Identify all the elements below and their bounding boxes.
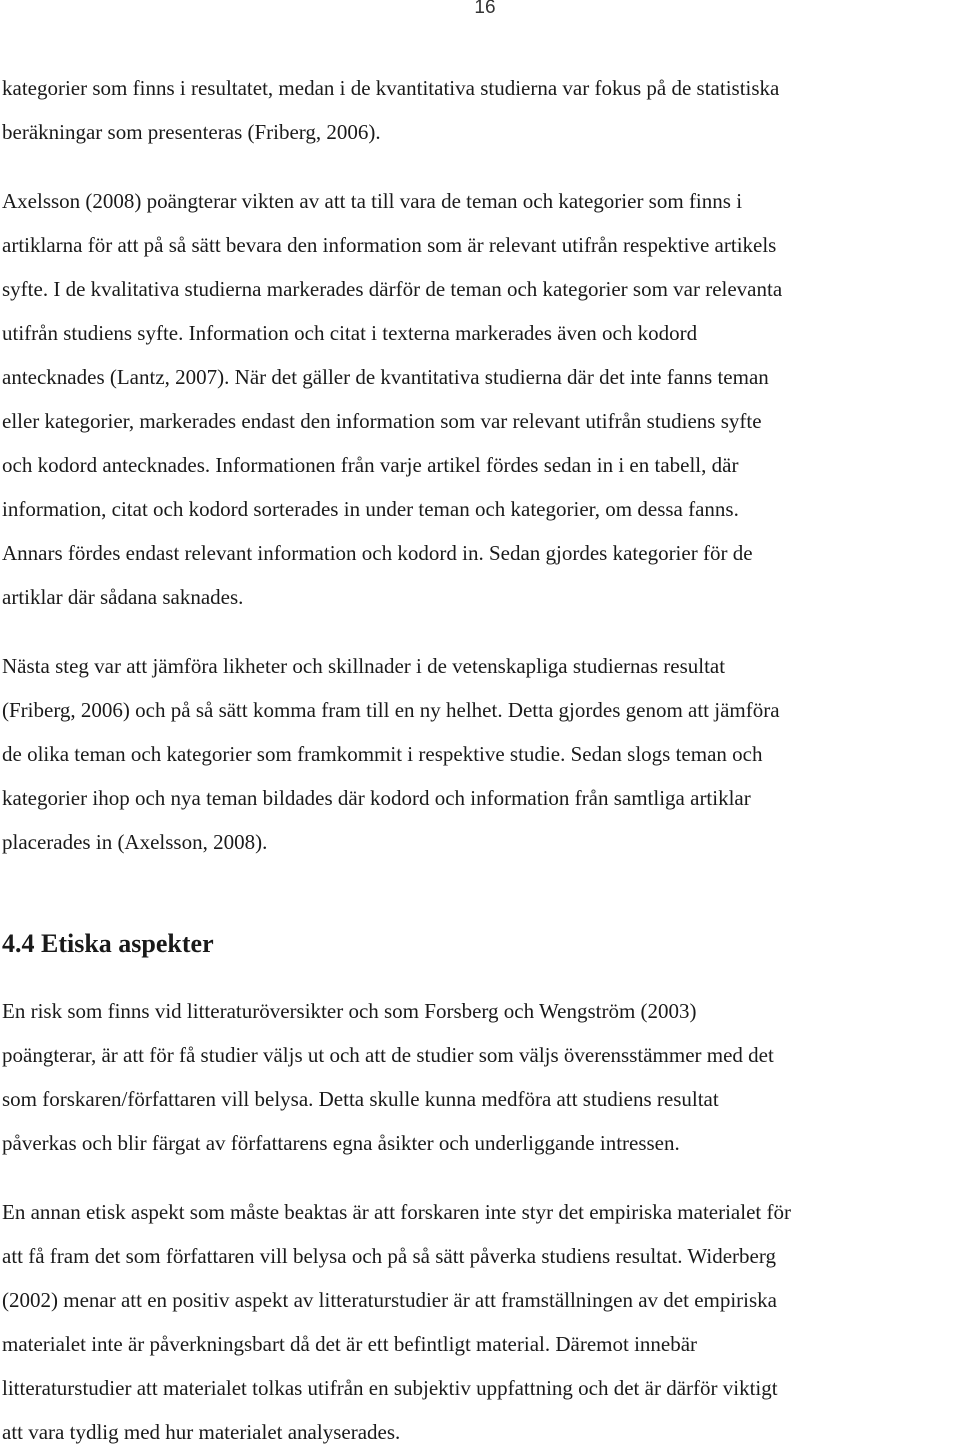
paragraph	[2, 179, 960, 619]
paragraph	[2, 66, 960, 154]
text-line: utifrån studiens syfte. Information och citat i texterna markerades även och kodord	[2, 321, 698, 345]
paragraph	[2, 1190, 960, 1454]
text-line: (Friberg, 2006) och på så sätt komma fram till en ny helhet. Detta gjordes genom att jämföra	[2, 698, 780, 722]
text-line: poängterar, är att för få studier väljs ut och att de studier som väljs överensstämmer med det	[2, 1043, 774, 1067]
text-line: information, citat och kodord sorterades in under teman och kategorier, om dessa fanns.	[2, 497, 739, 521]
paragraph	[2, 644, 960, 864]
text-line: att få fram det som författaren vill belysa och på så sätt påverka studiens resultat. Widerberg	[2, 1244, 776, 1268]
text-line: artiklar där sådana saknades.	[2, 585, 244, 609]
text-line: En annan etisk aspekt som måste beaktas är att forskaren inte styr det empiriska materialet för	[2, 1200, 791, 1224]
text-line: Annars fördes endast relevant information och kodord in. Sedan gjordes kategorier för de	[2, 541, 753, 565]
text-line: som forskaren/författaren vill belysa. Detta skulle kunna medföra att studiens resultat	[2, 1087, 719, 1111]
text-line: Nästa steg var att jämföra likheter och skillnader i de vetenskapliga studiernas resultat	[2, 654, 726, 678]
text-line: beräkningar som presenteras (Friberg, 2006).	[2, 120, 381, 144]
paragraph	[2, 989, 960, 1165]
text-line: (2002) menar att en positiv aspekt av litteraturstudier är att framställningen av det empiriska	[2, 1288, 778, 1312]
section-heading: 4.4 Etiska aspekter	[2, 929, 214, 958]
text-line: placerades in (Axelsson, 2008).	[2, 830, 268, 854]
page-number: 16	[474, 0, 496, 18]
text-line: artiklarna för att på så sätt bevara den information som är relevant utifrån respektive artikels	[2, 233, 777, 257]
text-line: de olika teman och kategorier som framkommit i respektive studie. Sedan slogs teman och	[2, 742, 763, 766]
text-line: antecknades (Lantz, 2007). När det gäller de kvantitativa studierna där det inte fanns teman	[2, 365, 769, 389]
text-line: syfte. I de kvalitativa studierna markerades därför de teman och kategorier som var relevanta	[2, 277, 783, 301]
text-line: Axelsson (2008) poängterar vikten av att ta till vara de teman och kategorier som finns i	[2, 189, 743, 213]
text-line: påverkas och blir färgat av författarens egna åsikter och underliggande intressen.	[2, 1131, 680, 1155]
text-line: En risk som finns vid litteraturöversikter och som Forsberg och Wengström (2003)	[2, 999, 697, 1023]
text-line: att vara tydlig med hur materialet analyserades.	[2, 1420, 401, 1444]
text-line: kategorier som finns i resultatet, medan i de kvantitativa studierna var fokus på de statistiska	[2, 76, 780, 100]
text-line: materialet inte är påverkningsbart då det är ett befintligt material. Däremot innebär	[2, 1332, 698, 1356]
text-line: och kodord antecknades. Informationen från varje artikel fördes sedan in i en tabell, där	[2, 453, 739, 477]
text-line: eller kategorier, markerades endast den information som var relevant utifrån studiens syfte	[2, 409, 762, 433]
text-line: kategorier ihop och nya teman bildades där kodord och information från samtliga artiklar	[2, 786, 751, 810]
document-body	[2, 66, 960, 1454]
text-line: litteraturstudier att materialet tolkas utifrån en subjektiv uppfattning och det är därför viktigt	[2, 1376, 778, 1400]
